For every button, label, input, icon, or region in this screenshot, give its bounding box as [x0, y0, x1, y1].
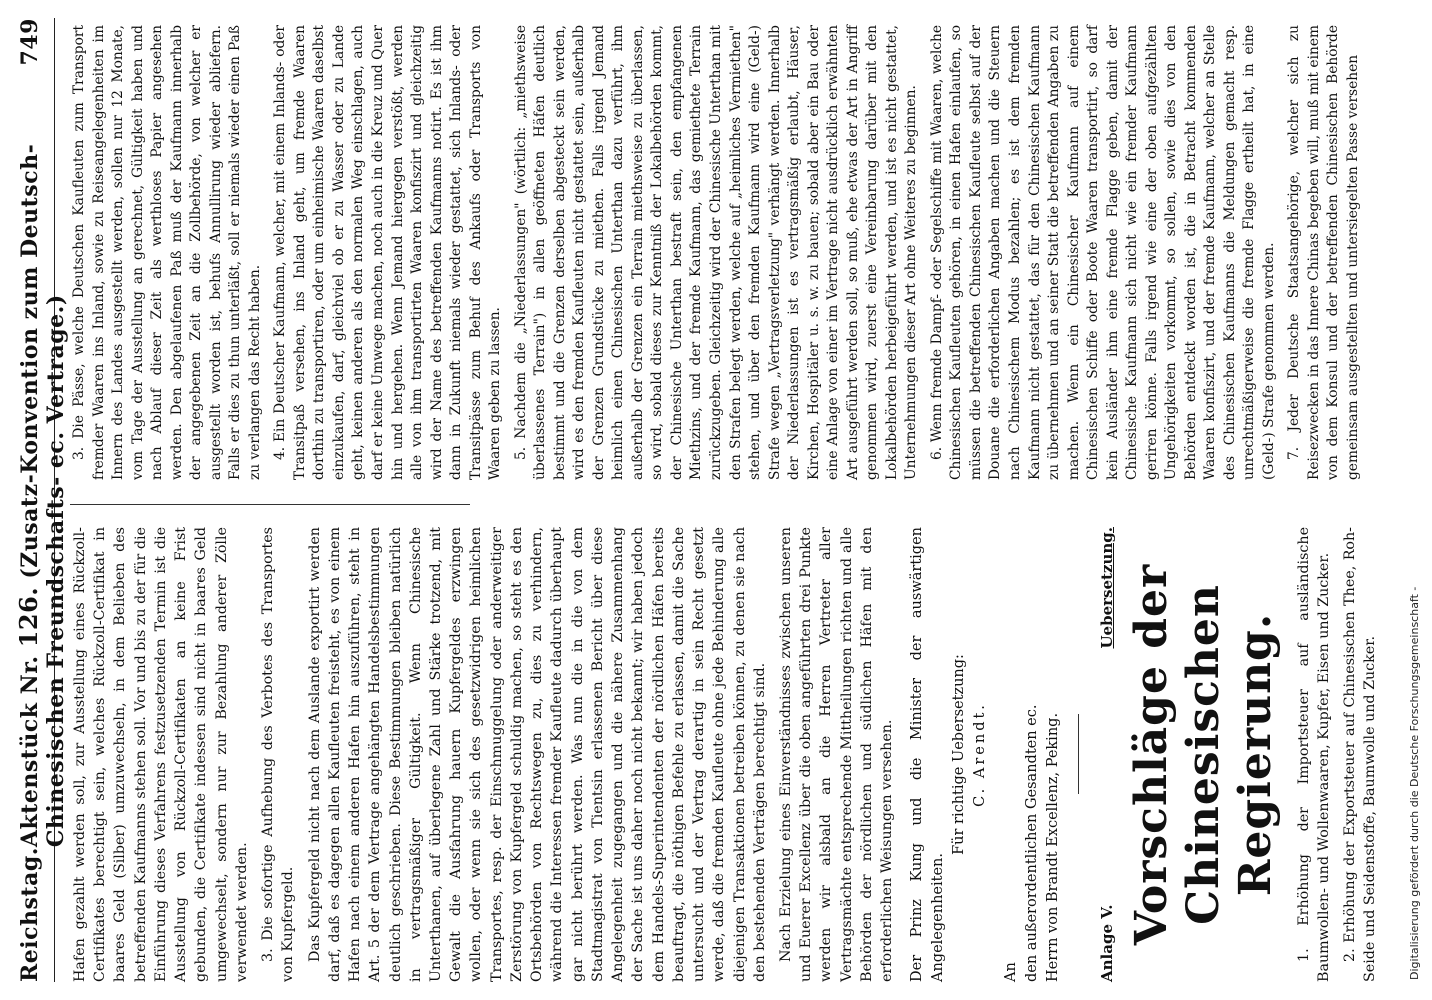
- header-left: Reichstag.: [17, 847, 43, 982]
- proposal-list: [1294, 527, 1381, 982]
- addressee-line: Herrn von Brandt Excellenz, Peking.: [1045, 712, 1062, 982]
- addressee-line: den außerordentlichen Gesandten ec.: [1024, 704, 1041, 982]
- column-divider: [70, 504, 470, 505]
- addressee-block: [1001, 527, 1064, 982]
- anlage-label: Anlage V.: [1098, 904, 1117, 982]
- list-item: 2. Erhöhung der Exportsteuer auf Chinesischen Thee, Roh-Seide und Seidenstoffe, Baumwolle und Zucker.: [1342, 527, 1379, 982]
- signature-line: C. Arendt.: [972, 702, 989, 807]
- left-paragraph: Nach Erzielung eines Einverständnisses zwischen unseren und Euerer Excellenz über die oben angeführten drei Punkte werden wir alsbald an die Herren Vertreter aller Vertragsmächte entsprechende Mittheilungen richten und alle Behörden der nördlichen und südlichen Häfen mit den erforderlichen Weisungen versehen.: [777, 527, 896, 982]
- uebersetzung-label: Uebersetzung.: [1098, 527, 1117, 649]
- left-paragraph: Das Kupfergeld nicht nach dem Auslande exportirt werden darf, daß es dagegen allen Kaufleuten freisteht, es von einem Hafen nach einem anderen Hafen hin auszuführen, steht in Art. 5 der dem Vertrage angehängten Handelsbestimmungen deutlich geschrieben. Diese Bestimmungen bleiben natürlich in vertragsmäßiger Gültigkeit. Wenn Chinesische Unterthanen, auf überlegene Zahl und Stärke trotzend, mit Gewalt die Ausfahrung hauern Kupfergeldes erzwingen wollen, oder wenn sie sich des gesetzwidrigen heimlichen Transportes, resp. der Einschmuggelung oder anderweitiger Zerstörung von Kupfergeld schuldig machen, so steht es den Ortsbehörden von Rechtswegen zu, dies zu verhindern, während die Interessen fremder Kaufleute dadurch überhaupt gar nicht berührt werden. Was nun die in die von dem Stadtmagistrat von Tientsin erlassenen Bericht über diese Angelegenheit zugegangen und die nähere Zusammenhang der Sache ist uns daher noch nicht bekannt; wir haben jedoch dem Handels-Superintendenten der nördlichen Häfen bereits beauftragt, die nöthigen Befehle zu erlassen, damit die Sache untersucht und der Vertrag derartig in sein Recht gesetzt werde, daß die fremden Kaufleute ohne jede Behinderung alle diejenigen Transaktionen betreiben können, zu denen sie nach den bestehenden Verträgen berechtigt sind.: [306, 527, 768, 982]
- section-divider: [1078, 715, 1079, 795]
- digitization-credit: Digitalisierung gefördert durch die Deutsche Forschungsgemeinschaft -: [1408, 586, 1421, 980]
- header-suffix: (Zusatz-Konvention zum Deutsch-Chinesischen Freundschafts- ec. Vertrage.): [17, 143, 69, 848]
- left-column: [70, 527, 1387, 982]
- signature-line: Der Prinz Kung und die Minister der auswärtigen Angelegenheiten.: [909, 527, 947, 982]
- right-column: [70, 25, 1370, 480]
- left-paragraph: Hafen gezahlt werden soll, zur Ausstellung eines Rückzoll-Certifikates berechtigt sein, welches Rückzoll-Certifikat in baares Geld (Silber) umzuwechseln, in dem Belieben des betreffenden Kaufmanns stehen soll. Vor und bis zu der für die Einführung dieses Verfahrens festzusetzenden Termin ist die Ausstellung von Rückzoll-Certifikaten an keine Frist gebunden, die Certifikate indessen sind nicht in baares Geld umgewechselt, sondern nur zur Bezahlung anderer Zölle verwendet werden.: [72, 527, 250, 982]
- right-paragraph: 5. Nachdem die „Niederlassungen" (wörtlich: „miethsweise überlassenes Terrain") in allen geöffneten Häfen deutlich bestimmt und die Grenzen derselben abgesteckt sein werden, wird es den fremden Kaufleuten nicht gestattet sein, außerhalb der Grenzen Grundstücke zu miethen. Falls irgend Jemand heimlich einen Chinesischen Unterthan dazu verführt, ihm außerhalb der Grenzen ein Terrain miethsweise zu überlassen, so wird, sobald dieses zur Kenntniß der Lokalbehörden kommt, der Chinesische Unterthan bestraft sein, den empfangenen Miethzins, und der fremde Kaufmann, das gemiethete Terrain zurückzugeben. Gleichzeitig wird der Chinesische Unterthan mit den Strafen belegt werden, welche auf „heimliches Vermiethen" stehen, und über den fremden Kaufmann wird eine (Geld-) Strafe wegen „Vertragsverletzung" verhängt werden. Innerhalb der Niederlassungen ist es vertragsmäßig erlaubt, Häuser, Kirchen, Hospitäler u. s. w. zu bauen; sobald aber ein Bau oder eine Anlage von einer im Vertrage nicht ausdrücklich erwähnten Art ausgeführt werden soll, so muß, ehe etwas der Art in Angriff genommen wird, zuerst eine Vereinbarung darüber mit den Lokalbehörden herbeigeführt werden, und ist es nicht gestattet, Unternehmungen dieser Art ohne Weiteres zu beginnen.: [512, 25, 920, 480]
- document-number: 126.: [14, 586, 43, 648]
- anlage-heading-row: [1097, 527, 1117, 982]
- addressee-line: An: [1003, 962, 1020, 982]
- right-paragraph: 4. Ein Deutscher Kaufmann, welcher, mit einem Inlands- oder Transitpaß versehen, ins Inland geht, um fremde Waaren dorthin zu transportiren, oder um einheimische Waaren daselbst einzukaufen, darf, gleichviel ob er zu Wasser oder zu Lande geht, keinen anderen als den normalen Weg einschlagen, auch darf er keine Umwege machen, noch auch in die Kreuz und Quer hin und hergehen. Wenn Jemand hiergegen verstößt, werden alle von ihm transportirten Waaren konfiszirt und gleichzeitig wird der Name des betreffenden Kaufmanns notirt. Es ist ihm dann in Zukunft niemals wieder gestattet, sich Inlands- oder Transitpässe zum Behuf des Ankaufs oder Transports von Waaren geben zu lassen.: [272, 25, 504, 480]
- header-prefix: Aktenstück Nr.: [17, 655, 43, 848]
- right-paragraph: 7. Jeder Deutsche Staatsangehörige, welcher sich zu Reisezwecken in das Innere Chinas begeben will, muß mit einem von dem Konsul und der betreffenden Chinesischen Behörde gemeinsam ausgestellten und untersiegelten Passe versehen: [1286, 25, 1361, 480]
- left-paragraph: 3. Die sofortige Aufhebung des Verbotes des Transportes von Kupfergeld.: [260, 527, 297, 982]
- page-number: 749: [17, 18, 43, 66]
- list-item: 1. Erhöhung der Importsteuer auf ausländische Baumwollen- und Wollenwaaren, Kupfer, Eisen und Zucker.: [1295, 527, 1332, 982]
- header-middle: [14, 65, 69, 847]
- anlage-title: Vorschläge der Chinesischen Regierung.: [1125, 563, 1281, 946]
- right-paragraph: 3. Die Pässe, welche Deutschen Kaufleuten zum Transport fremder Waaren ins Inland, sowie zu Reiseangelegenheiten im Innern des Landes ausgestellt werden, sollen nur 12 Monate, vom Tage der Ausstellung an gerechnet, Gültigkeit haben und nach Ablauf dieser Zeit als werthloses Papier angesehen werden. Den abgelaufenen Paß muß der Kaufmann innerhalb der angegebenen Zeit an die Zollbehörde, von welcher er ausgestellt worden ist, behufs Annullirung wieder abliefern. Falls er dies zu thun unterläßt, soll er niemals wieder einen Paß zu verlangen das Recht haben.: [71, 25, 263, 480]
- signature-block: [907, 527, 991, 982]
- right-paragraph: 6. Wenn fremde Dampf- oder Segelschiffe mit Waaren, welche Chinesischen Kaufleuten gehören, in einen Hafen einlaufen, so müssen die betreffenden Chinesischen Kaufleute selbst auf der Douane die erforderlichen Angaben machen und die Steuern nach Chinesischem Modus bezahlen; es ist dem fremden Kaufmann nicht gestattet, das für den Chinesischen Kaufmann zu übernehmen und an seiner Statt die betreffenden Angaben zu machen. Wenn ein Chinesischer Kaufmann auf einem Chinesischen Schiffe oder Boote Waaren transportirt, so darf kein Ausländer ihm eine fremde Flagge geben, damit der Chinesische Kaufmann sich nicht wie ein fremder Kaufmann geriren könne. Falls irgend wie eine der oben aufgezählten Ungehörigkeiten vorkommt, so sollen, sowie dies von den Behörden entdeckt worden ist, die in Betracht kommenden Waaren konfiszirt, und der fremde Kaufmann, welcher an Stelle des Chinesischen Kaufmanns die Meldungen gemacht resp. unrechtmäßigerweise die fremde Flagge ertheilt hat, in eine (Geld-) Strafe genommen werden.: [928, 25, 1277, 480]
- signature-line: Für richtige Uebersetzung:: [951, 654, 968, 855]
- page-header: [14, 18, 69, 982]
